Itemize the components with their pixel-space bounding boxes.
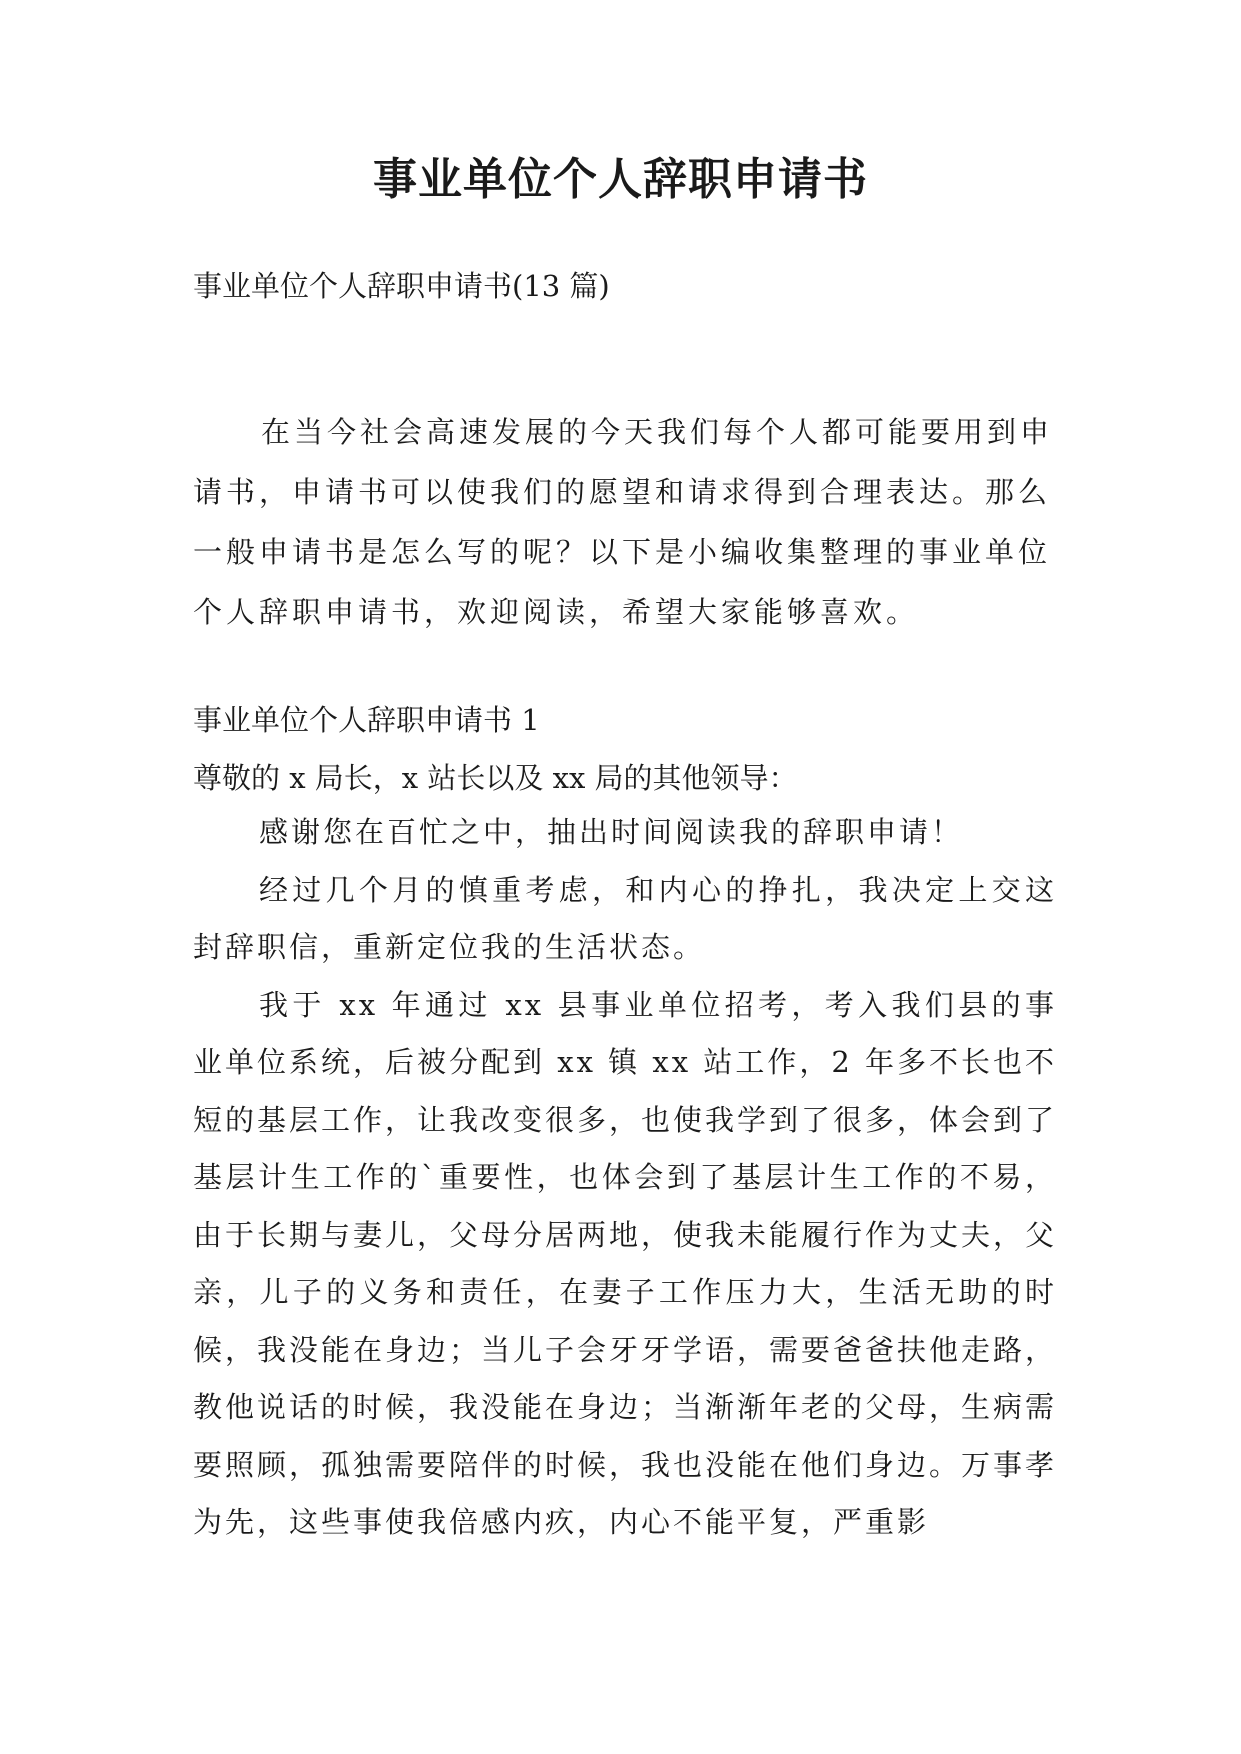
intro-paragraph: 在当今社会高速发展的今天我们每个人都可能要用到申请书，申请书可以使我们的愿望和请求得到合理表达。那么一般申请书是怎么写的呢？以下是小编收集整理的事业单位个人辞职申请书，欢迎阅读，希望大家能够喜欢。 (193, 415, 1054, 629)
salutation: 尊敬的 x 局长，x 站长以及 xx 局的其他领导： (193, 761, 798, 795)
document-title: 事业单位个人辞职申请书 (373, 154, 868, 205)
section-1 (193, 700, 1057, 1552)
document-subtitle: 事业单位个人辞职申请书(13 篇) (193, 269, 610, 303)
section-heading: 事业单位个人辞职申请书 1 (193, 703, 540, 737)
body-paragraph: 感谢您在百忙之中，抽出时间阅读我的辞职申请！ (259, 815, 964, 849)
body-paragraph: 经过几个月的慎重考虑，和内心的挣扎，我决定上交这封辞职信，重新定位我的生活状态。 (193, 872, 1057, 964)
body-paragraph: 我于 xx 年通过 xx 县事业单位招考，考入我们县的事业单位系统，后被分配到 xx 镇 xx 站工作，2 年多不长也不短的基层工作，让我改变很多，也使我学到了很多，体会到了基层计生工作的`重要性，也体会到了基层计生工作的不易，由于长期与妻儿，父母分居两地，使我未能履行作为丈夫，父亲，儿子的义务和责任，在妻子工作压力大，生活无助的时候，我没能在身边；当儿子会牙牙学语，需要爸爸扶他走路，教他说话的时候，我没能在身边；当渐渐年老的父母，生病需要照顾，孤独需要陪伴的时候，我也没能在他们身边。万事孝为先，这些事使我倍感内疚，内心不能平复，严重影 (193, 987, 1058, 1539)
